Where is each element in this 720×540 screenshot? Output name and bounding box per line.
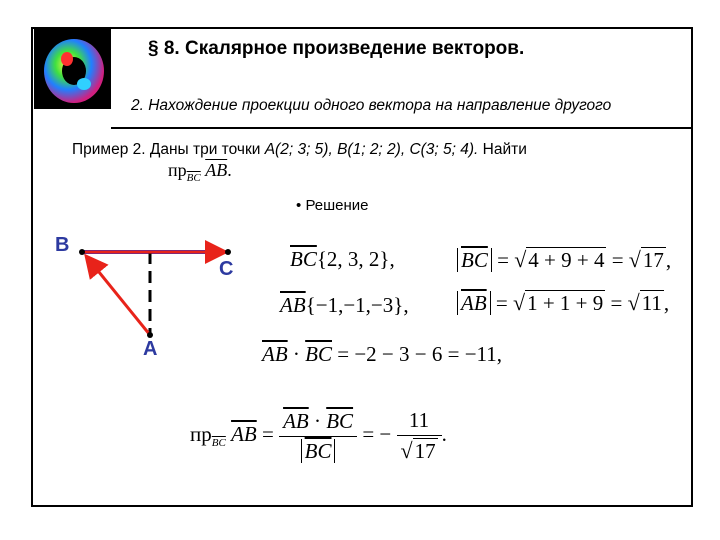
- eq-proj-end: .: [441, 421, 447, 446]
- eq-proj-frac1: $\frac{\overline{AB} \cdot \overline{BC}}{BC}$: [279, 409, 357, 464]
- eq-bc-res: 17: [642, 248, 664, 272]
- bullet-dot-icon: •: [296, 197, 302, 214]
- problem-text: Даны три точки: [149, 141, 261, 158]
- eq-ab-vec: $\overline{AB}$: [280, 293, 306, 317]
- eq-ab-coords: [280, 293, 409, 318]
- point-a-label: A: [143, 338, 158, 360]
- eq-bc-vec: $\overline{BC}$: [290, 247, 317, 271]
- eq-ab-abs: $\overline{AB}$: [457, 291, 491, 315]
- point-b-dot: [79, 249, 85, 255]
- find-end: .: [227, 160, 232, 180]
- find-sub: BC: [186, 172, 201, 184]
- bullet-text: Решение: [305, 197, 369, 214]
- problem-points: A(2; 3; 5), B(1; 2; 2), C(3; 5; 4).: [264, 141, 479, 158]
- eq-projection: [190, 408, 447, 464]
- eq-proj-den2: 17: [414, 439, 436, 463]
- eq-bc-rad: 4 + 9 + 4: [528, 248, 605, 272]
- eq-bc-end: ,: [665, 248, 672, 272]
- eq-bc-sqrt1: √4 + 9 + 4: [514, 247, 605, 272]
- eq-ab-res: 11: [641, 291, 662, 315]
- eq-proj-num2: 11: [408, 408, 430, 432]
- eq-dot-b: $\overline{BC}$: [305, 342, 332, 366]
- eq-proj-vec: $\overline{AB}$: [231, 421, 257, 446]
- eq-bc-equals: =: [497, 248, 509, 272]
- slide-subtitle: 2. Нахождение проекции одного вектора на направление другого: [131, 97, 612, 114]
- point-c-label: C: [219, 258, 234, 280]
- eq-dot-operator: ·: [292, 342, 300, 366]
- problem-find: Найти: [482, 141, 527, 158]
- point-c-dot: [225, 249, 231, 255]
- eq-proj-frac2: $\frac{11}{√17}$: [397, 408, 442, 464]
- eq-ab-sqrt1: √1 + 1 + 9: [513, 290, 604, 315]
- eq-proj-minus: = −: [362, 421, 392, 446]
- vector-ab: [86, 256, 150, 335]
- eq-bc-length: [457, 247, 671, 273]
- eq-bc-coords-text: {2, 3, 2},: [316, 247, 395, 271]
- eq-ab-length: [457, 290, 669, 316]
- eq-proj-equals: =: [261, 421, 274, 446]
- eq-bc-sqrt2: √17: [628, 247, 664, 272]
- eq-bc-equals2: =: [611, 248, 624, 272]
- eq-ab-equals: =: [495, 291, 508, 315]
- eq-dot-product: [262, 342, 502, 367]
- slide-title: § 8. Скалярное произведение векторов.: [148, 38, 525, 59]
- eq-ab-equals2: =: [610, 291, 623, 315]
- find-vec: $\overline{AB}$: [205, 160, 228, 180]
- eq-bc-coords: [290, 247, 395, 272]
- eq-proj-pr: пр: [190, 421, 212, 446]
- eq-proj-den: BC: [301, 439, 336, 463]
- eq-proj-num-b: $\overline{BC}$: [326, 408, 354, 433]
- eq-dot-a: $\overline{AB}$: [262, 342, 288, 366]
- eq-ab-rad: 1 + 1 + 9: [527, 291, 604, 315]
- eq-ab-coords-text: {−1,−1,−3},: [305, 293, 409, 317]
- eq-dot-rhs: = −2 − 3 − 6 = −11,: [337, 342, 503, 366]
- eq-proj-num-a: $\overline{AB}$: [283, 408, 309, 433]
- eq-proj-sub: BC: [211, 436, 226, 449]
- eq-ab-end: ,: [663, 291, 670, 315]
- point-b-label: B: [55, 234, 70, 256]
- find-pr: пр: [168, 160, 187, 180]
- eq-bc-abs: $\overline{BC}$: [457, 248, 492, 272]
- eq-ab-sqrt2: √11: [627, 290, 662, 315]
- problem-label: Пример 2.: [72, 141, 146, 158]
